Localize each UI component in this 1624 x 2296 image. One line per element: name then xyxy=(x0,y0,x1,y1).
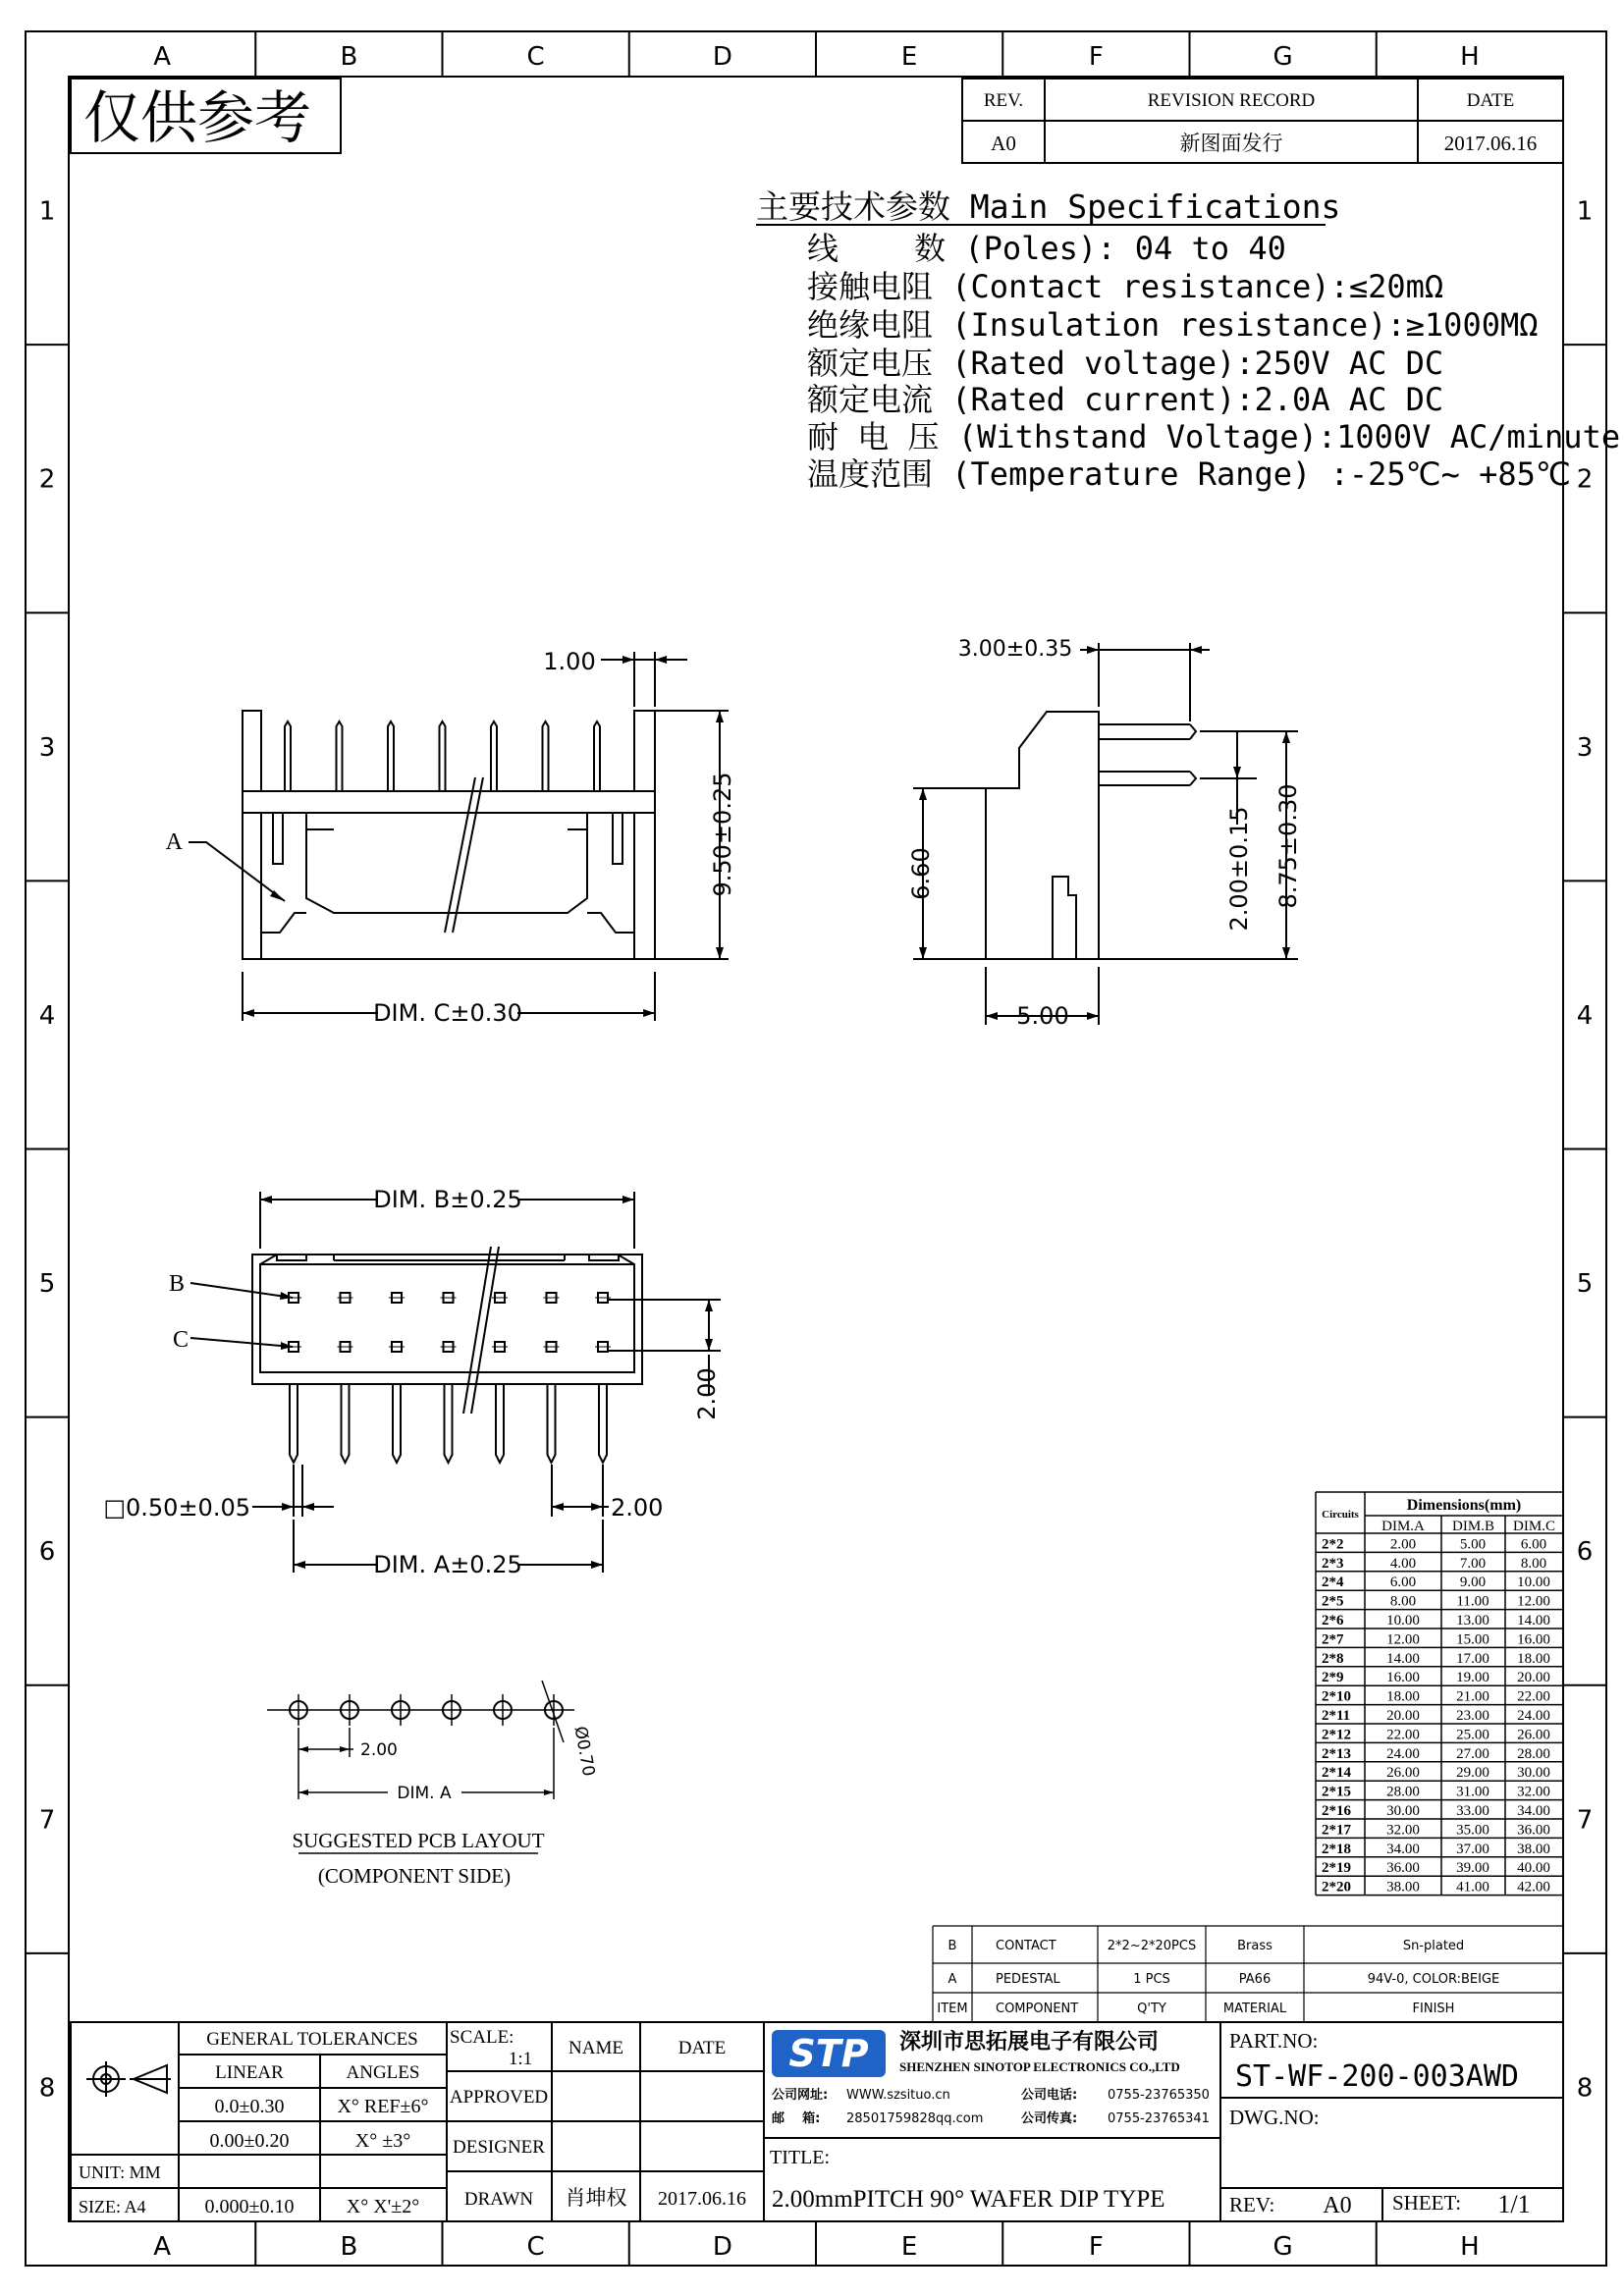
dim-a-cell: 4.00 xyxy=(1389,1555,1417,1572)
front-width-dim: DIM. C±0.30 xyxy=(373,999,522,1027)
dim-c-cell: 14.00 xyxy=(1517,1613,1550,1629)
tol-linear-2: 0.00±0.20 xyxy=(209,2130,290,2152)
front-pin xyxy=(491,721,497,791)
circuits-cell: 2*5 xyxy=(1322,1593,1344,1610)
dim-column-header: DIM.C xyxy=(1513,1519,1555,1534)
dim-b-cell: 11.00 xyxy=(1456,1593,1489,1610)
company-name-cn: 深圳市思拓展电子有限公司 xyxy=(899,2029,1160,2054)
bom-component-cell: CONTACT xyxy=(996,1939,1056,1953)
dim-b-cell: 23.00 xyxy=(1456,1708,1489,1724)
row-label-right: 1 xyxy=(1576,196,1594,227)
pin-tail xyxy=(599,1384,607,1463)
column-label-bottom: E xyxy=(900,2232,918,2262)
bom-finish-cell: 94V-0, COLOR:BEIGE xyxy=(1367,1972,1500,1987)
dim-a-cell: 16.00 xyxy=(1386,1670,1420,1686)
spec-poles: 线 数 (Poles): 04 to 40 xyxy=(807,230,1286,267)
top-view-pin-grid xyxy=(286,1293,611,1463)
bom-qty-cell: Q'TY xyxy=(1137,2002,1166,2016)
dim-c-cell: 38.00 xyxy=(1517,1841,1550,1857)
dim-b-cell: 39.00 xyxy=(1456,1860,1489,1877)
column-label-top: A xyxy=(153,42,172,72)
spec-insulation-resistance: 绝缘电阻 (Insulation resistance):≥1000MΩ xyxy=(807,306,1539,344)
row-label-right: 6 xyxy=(1576,1537,1594,1568)
dim-a-cell: 30.00 xyxy=(1386,1803,1420,1819)
circuits-header: Circuits xyxy=(1322,1509,1359,1521)
date-header: DATE xyxy=(1466,90,1515,111)
dim-column-header: DIM.A xyxy=(1381,1519,1425,1534)
column-label-bottom: C xyxy=(526,2232,545,2262)
circuits-cell: 2*17 xyxy=(1322,1822,1351,1839)
bom-material-cell: MATERIAL xyxy=(1222,2002,1287,2016)
tol-linear-1: 0.0±0.30 xyxy=(214,2096,285,2117)
spec-rated-current: 额定电流 (Rated current):2.0A AC DC xyxy=(807,381,1444,418)
sheet-label: SHEET: xyxy=(1392,2191,1462,2215)
top-row-pitch-dim: 2.00 xyxy=(693,1367,721,1420)
column-label-top: G xyxy=(1272,42,1293,72)
dim-a-cell: 34.00 xyxy=(1386,1841,1420,1857)
pcb-layout xyxy=(267,1681,574,1799)
bom-component-cell: PEDESTAL xyxy=(996,1972,1060,1987)
reference-stamp xyxy=(71,79,341,153)
tol-linear-3: 0.000±0.10 xyxy=(204,2196,295,2217)
tol-angle-2: X° ±3° xyxy=(354,2130,411,2152)
revision-table xyxy=(962,79,1563,163)
front-height-dim: 9.50±0.25 xyxy=(709,772,736,897)
dim-b-cell: 9.00 xyxy=(1459,1575,1487,1591)
circuits-cell: 2*15 xyxy=(1322,1784,1351,1800)
dim-b-cell: 25.00 xyxy=(1456,1727,1489,1743)
dim-c-cell: 12.00 xyxy=(1517,1593,1550,1610)
pcb-hole-dim: Ø0.70 xyxy=(569,1725,599,1779)
dim-c-cell: 42.00 xyxy=(1517,1879,1550,1896)
dim-b-cell: 13.00 xyxy=(1456,1613,1489,1629)
spec-temperature-range: 温度范围 (Temperature Range) :-25℃~ +85℃ xyxy=(807,455,1571,493)
tol-angle-1: X° REF±6° xyxy=(337,2096,429,2117)
side-top-dim: 3.00±0.35 xyxy=(957,637,1073,662)
circuits-cell: 2*14 xyxy=(1322,1765,1351,1782)
dim-c-cell: 10.00 xyxy=(1517,1575,1550,1591)
column-label-top: F xyxy=(1088,42,1104,72)
dim-a-cell: 26.00 xyxy=(1386,1765,1420,1782)
dim-c-cell: 20.00 xyxy=(1517,1670,1550,1686)
drawn-label: DRAWN xyxy=(463,2189,534,2210)
dim-b-cell: 27.00 xyxy=(1456,1745,1489,1762)
circuits-cell: 2*2 xyxy=(1322,1536,1344,1553)
size-label: SIZE: A4 xyxy=(79,2197,146,2216)
revision-date: 2017.06.16 xyxy=(1443,132,1538,155)
spec-contact-resistance: 接触电阻 (Contact resistance):≤20mΩ xyxy=(807,268,1444,305)
rev-label: REV: xyxy=(1229,2193,1275,2216)
dim-a-cell: 8.00 xyxy=(1389,1593,1417,1610)
circuits-cell: 2*20 xyxy=(1322,1879,1351,1896)
dim-c-cell: 22.00 xyxy=(1517,1688,1550,1705)
pin-tail xyxy=(393,1384,401,1463)
pin-span-dim: DIM. A±0.25 xyxy=(373,1551,522,1578)
row-label-left: 4 xyxy=(38,1000,56,1031)
dim-column-header: DIM.B xyxy=(1452,1519,1494,1534)
tol-angle-3: X° X'±2° xyxy=(346,2196,420,2217)
bill-of-materials xyxy=(933,1926,1563,2022)
revision-record-header: REVISION RECORD xyxy=(1147,90,1316,111)
scale-value: 1:1 xyxy=(508,2049,533,2069)
designer-label: DESIGNER xyxy=(453,2137,545,2158)
projection-symbol-icon xyxy=(86,2061,171,2097)
rev-header: REV. xyxy=(983,90,1024,111)
revision-description: 新图面发行 xyxy=(1179,132,1283,155)
circuits-cell: 2*16 xyxy=(1322,1803,1351,1819)
column-label-bottom: A xyxy=(153,2232,172,2262)
dim-c-cell: 8.00 xyxy=(1520,1555,1547,1572)
circuits-cell: 2*3 xyxy=(1322,1555,1344,1572)
front-label-a: A xyxy=(165,829,183,855)
dim-c-cell: 26.00 xyxy=(1517,1727,1550,1743)
row-label-left: 2 xyxy=(38,464,56,495)
row-label-right: 4 xyxy=(1576,1000,1594,1031)
dim-c-cell: 18.00 xyxy=(1517,1650,1550,1667)
dim-b-cell: 7.00 xyxy=(1459,1555,1487,1572)
dim-b-cell: 31.00 xyxy=(1456,1784,1489,1800)
circuits-cell: 2*18 xyxy=(1322,1841,1351,1857)
row-label-left: 6 xyxy=(38,1537,56,1568)
phone-label: 公司电话: xyxy=(1021,2088,1078,2103)
dim-b-cell: 33.00 xyxy=(1456,1803,1489,1819)
rev-value: A0 xyxy=(991,132,1016,155)
dim-c-cell: 32.00 xyxy=(1517,1784,1550,1800)
row-label-left: 8 xyxy=(38,2073,56,2104)
dim-b-cell: 17.00 xyxy=(1456,1650,1489,1667)
dim-b-cell: 5.00 xyxy=(1459,1536,1487,1553)
side-total-dim: 8.75±0.30 xyxy=(1274,783,1302,909)
bom-qty-cell: 1 PCS xyxy=(1133,1972,1170,1987)
row-label-right: 8 xyxy=(1576,2073,1594,2104)
column-label-top: D xyxy=(712,42,732,72)
dim-c-cell: 16.00 xyxy=(1517,1631,1550,1648)
pin-tail xyxy=(290,1384,298,1463)
front-view xyxy=(189,652,729,1021)
phone-value: 0755-23765350 xyxy=(1108,2088,1210,2103)
dim-c-cell: 6.00 xyxy=(1520,1536,1547,1553)
bom-qty-cell: 2*2~2*20PCS xyxy=(1107,1939,1197,1953)
dim-b-cell: 19.00 xyxy=(1456,1670,1489,1686)
angles-label: ANGLES xyxy=(346,2062,420,2083)
dim-a-cell: 14.00 xyxy=(1386,1650,1420,1667)
front-top-dim: 1.00 xyxy=(543,648,596,675)
dim-c-cell: 28.00 xyxy=(1517,1745,1550,1762)
row-label-right: 2 xyxy=(1576,464,1594,495)
drawn-date: 2017.06.16 xyxy=(658,2188,746,2210)
front-pin xyxy=(594,721,600,791)
circuits-dimension-table xyxy=(1316,1492,1563,1896)
name-header: NAME xyxy=(568,2038,623,2058)
top-width-dim: DIM. B±0.25 xyxy=(373,1186,522,1213)
column-label-top: E xyxy=(900,42,918,72)
dim-b-cell: 35.00 xyxy=(1456,1822,1489,1839)
general-tolerances-label: GENERAL TOLERANCES xyxy=(206,2029,418,2050)
side-pin-pitch-dim: 2.00±0.15 xyxy=(1225,806,1253,932)
email-label: 邮 箱: xyxy=(772,2111,821,2126)
bom-item-cell: ITEM xyxy=(937,2002,968,2016)
row-label-left: 7 xyxy=(38,1805,56,1836)
row-label-right: 7 xyxy=(1576,1805,1594,1836)
bom-material-cell: PA66 xyxy=(1238,1972,1272,1987)
website-label: 公司网址: xyxy=(772,2088,829,2103)
pcb-layout-subtitle: (COMPONENT SIDE) xyxy=(317,1864,512,1888)
dim-c-cell: 40.00 xyxy=(1517,1860,1550,1877)
dim-a-cell: 2.00 xyxy=(1389,1536,1417,1553)
dim-b-cell: 37.00 xyxy=(1456,1841,1489,1857)
dim-b-cell: 29.00 xyxy=(1456,1765,1489,1782)
bom-item-cell: A xyxy=(947,1972,957,1987)
date-column-header: DATE xyxy=(677,2038,727,2058)
spec-rated-voltage: 额定电压 (Rated voltage):250V AC DC xyxy=(807,345,1444,382)
bom-finish-cell: Sn-plated xyxy=(1402,1939,1465,1953)
column-label-top: H xyxy=(1460,42,1480,72)
top-label-c: C xyxy=(172,1327,189,1353)
circuits-cell: 2*7 xyxy=(1322,1631,1344,1648)
front-view-pins xyxy=(285,721,600,791)
dim-c-cell: 24.00 xyxy=(1517,1708,1550,1724)
row-label-right: 3 xyxy=(1576,732,1594,763)
part-number: ST-WF-200-003AWD xyxy=(1235,2059,1519,2094)
front-pin xyxy=(388,721,394,791)
dim-c-cell: 30.00 xyxy=(1517,1765,1550,1782)
fax-value: 0755-23765341 xyxy=(1108,2111,1210,2126)
circuits-cell: 2*13 xyxy=(1322,1745,1351,1762)
pin-size-dim: □0.50±0.05 xyxy=(103,1494,250,1522)
pin-tail xyxy=(548,1384,556,1463)
dim-a-cell: 10.00 xyxy=(1386,1613,1420,1629)
column-label-bottom: B xyxy=(340,2232,358,2262)
dim-b-cell: 21.00 xyxy=(1456,1688,1489,1705)
dim-a-cell: 32.00 xyxy=(1386,1822,1420,1839)
column-label-bottom: F xyxy=(1088,2232,1104,2262)
pcb-pitch-dim: 2.00 xyxy=(360,1740,398,1760)
dim-c-cell: 34.00 xyxy=(1517,1803,1550,1819)
dim-a-cell: 20.00 xyxy=(1386,1708,1420,1724)
dim-a-cell: 38.00 xyxy=(1386,1879,1420,1896)
row-label-left: 5 xyxy=(38,1269,56,1300)
main-specifications xyxy=(756,187,1620,493)
circuits-cell: 2*6 xyxy=(1322,1613,1344,1629)
title-label: TITLE: xyxy=(770,2147,831,2168)
row-label-left: 3 xyxy=(38,732,56,763)
top-label-b: B xyxy=(168,1271,185,1297)
row-label-right: 5 xyxy=(1576,1269,1594,1300)
pin-pitch-dim: 2.00 xyxy=(611,1494,664,1522)
email-value: 28501759828qq.com xyxy=(846,2111,984,2126)
side-left-dim: 6.60 xyxy=(907,847,935,900)
bom-item-cell: B xyxy=(947,1939,957,1953)
scale-label: SCALE: xyxy=(450,2027,514,2048)
dwg-no-label: DWG.NO: xyxy=(1229,2106,1320,2129)
company-logo-text: STP xyxy=(788,2032,869,2075)
circuits-cell: 2*9 xyxy=(1322,1670,1344,1686)
drawn-name: 肖坤权 xyxy=(565,2186,627,2210)
pin-tail xyxy=(342,1384,350,1463)
approved-label: APPROVED xyxy=(449,2087,549,2108)
dim-a-cell: 12.00 xyxy=(1386,1631,1420,1648)
circuits-cell: 2*10 xyxy=(1322,1688,1351,1705)
part-no-label: PART.NO: xyxy=(1229,2029,1319,2053)
unit-label: UNIT: MM xyxy=(79,2163,161,2182)
circuits-cell: 2*4 xyxy=(1322,1575,1344,1591)
dim-b-cell: 15.00 xyxy=(1456,1631,1489,1648)
dim-a-cell: 22.00 xyxy=(1386,1727,1420,1743)
dim-a-cell: 28.00 xyxy=(1386,1784,1420,1800)
company-name-en: SHENZHEN SINOTOP ELECTRONICS CO.,LTD xyxy=(899,2059,1180,2074)
front-pin xyxy=(337,721,343,791)
circuits-cell: 2*11 xyxy=(1322,1708,1351,1724)
dimensions-group-header: Dimensions(mm) xyxy=(1406,1497,1522,1514)
drawing-title: 2.00mmPITCH 90° WAFER DIP TYPE xyxy=(772,2186,1165,2213)
rev-value-titleblock: A0 xyxy=(1323,2193,1352,2218)
bom-component-cell: COMPONENT xyxy=(996,2002,1079,2016)
pin-tail xyxy=(445,1384,453,1463)
circuits-cell: 2*19 xyxy=(1322,1860,1351,1877)
website-value: WWW.szsituo.cn xyxy=(846,2088,950,2103)
fax-label: 公司传真: xyxy=(1021,2111,1078,2126)
dim-c-cell: 36.00 xyxy=(1517,1822,1550,1839)
specs-title: 主要技术参数 Main Specifications xyxy=(756,187,1341,226)
dim-a-cell: 24.00 xyxy=(1386,1745,1420,1762)
bom-material-cell: Brass xyxy=(1237,1939,1272,1953)
front-pin xyxy=(543,721,549,791)
column-label-bottom: G xyxy=(1272,2232,1293,2262)
pcb-span-dim: DIM. A xyxy=(397,1784,452,1803)
circuits-cell: 2*12 xyxy=(1322,1727,1351,1743)
pin-tail xyxy=(496,1384,504,1463)
side-bottom-dim: 5.00 xyxy=(1016,1002,1069,1030)
dim-b-cell: 41.00 xyxy=(1456,1879,1489,1896)
pcb-layout-title: SUGGESTED PCB LAYOUT xyxy=(292,1829,545,1852)
circuits-cell: 2*8 xyxy=(1322,1650,1344,1667)
dim-a-cell: 6.00 xyxy=(1389,1575,1417,1591)
company-logo xyxy=(772,2030,886,2077)
spec-withstand-voltage: 耐 电 压 (Withstand Voltage):1000V AC/minute xyxy=(807,418,1621,455)
dim-a-cell: 18.00 xyxy=(1386,1688,1420,1705)
column-label-bottom: H xyxy=(1460,2232,1480,2262)
stamp-text: 仅供参考 xyxy=(83,86,312,150)
sheet-value: 1/1 xyxy=(1497,2190,1531,2218)
dim-a-cell: 36.00 xyxy=(1386,1860,1420,1877)
bom-finish-cell: FINISH xyxy=(1412,2002,1455,2016)
column-label-bottom: D xyxy=(712,2232,732,2262)
front-pin xyxy=(285,721,291,791)
column-label-top: C xyxy=(526,42,545,72)
front-pin xyxy=(440,721,446,791)
linear-label: LINEAR xyxy=(215,2062,284,2083)
row-label-left: 1 xyxy=(38,196,56,227)
column-label-top: B xyxy=(340,42,358,72)
